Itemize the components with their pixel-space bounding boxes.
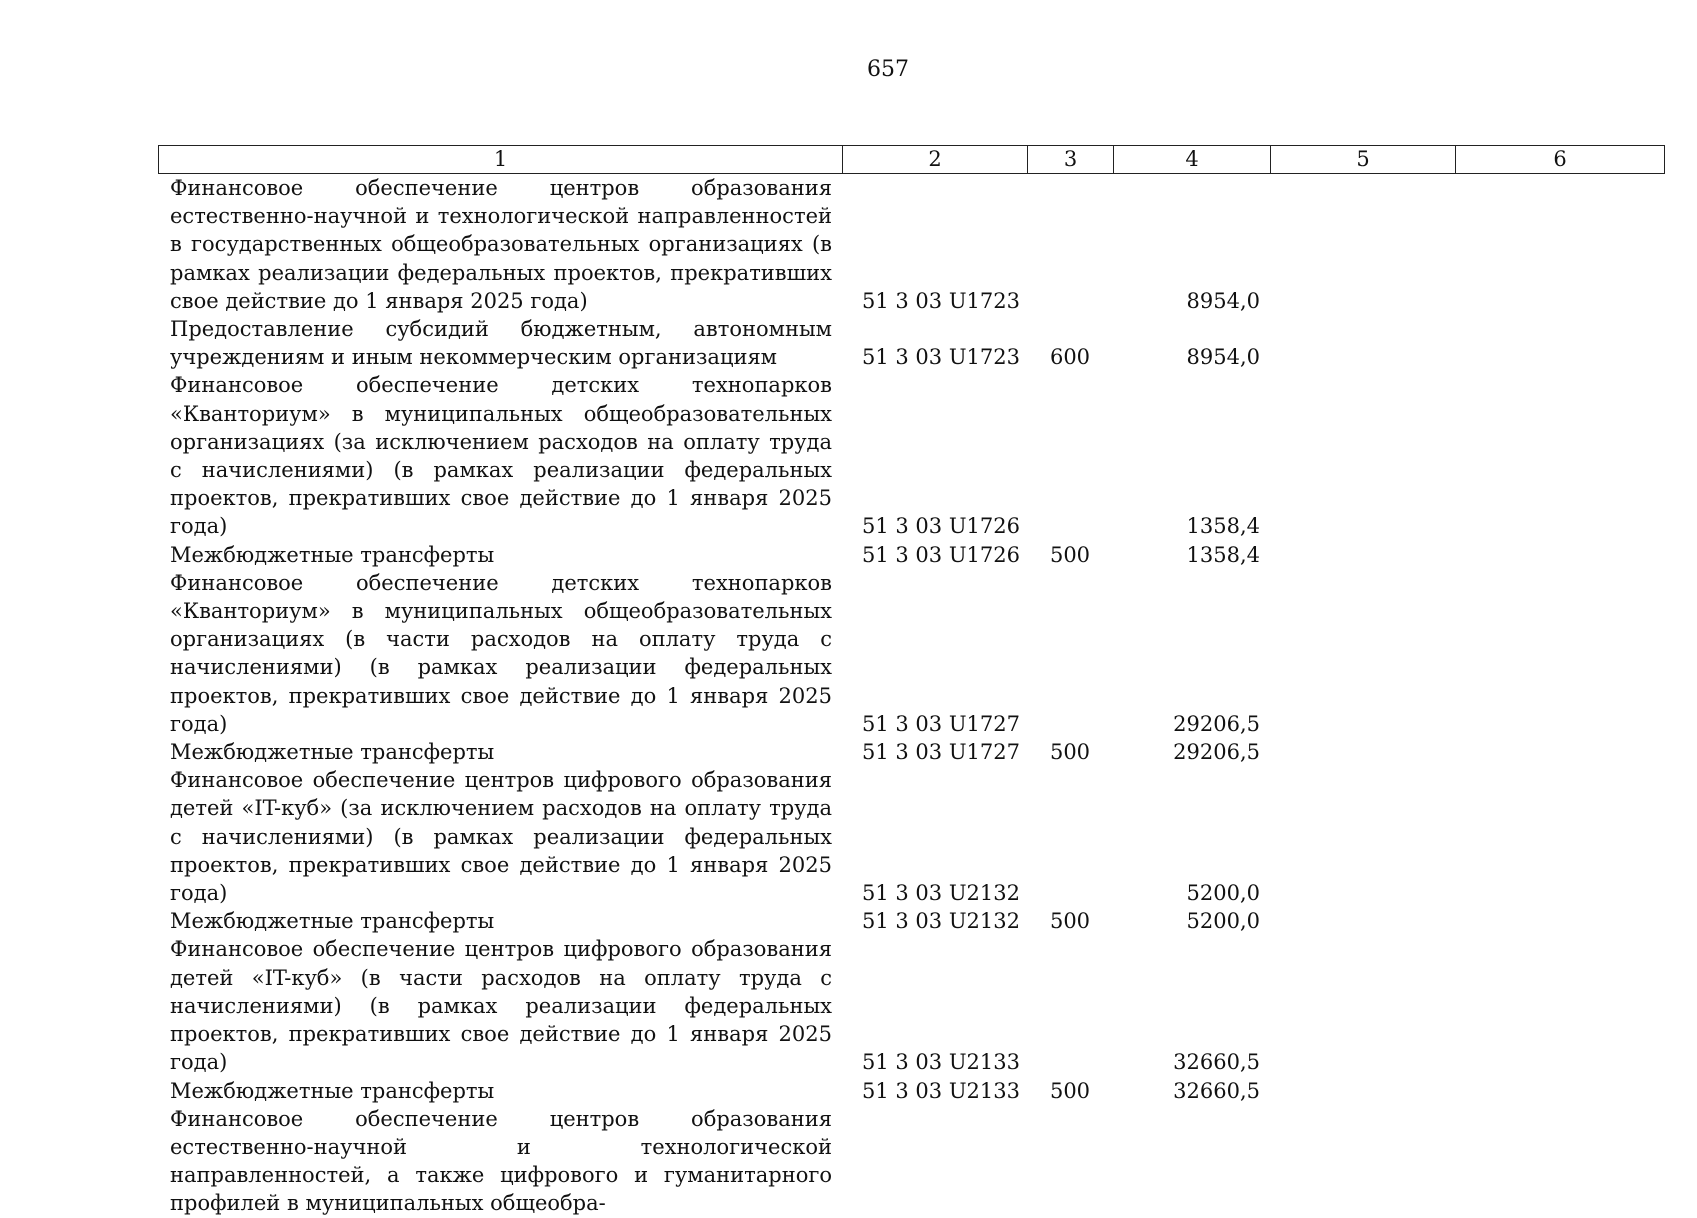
row-amount: 29206,5 xyxy=(1173,711,1260,736)
row-description: Финансовое обеспечение центров образования естественно-научной и технологической направленностей, а также цифрового и гуманитарного профилей в муниципальных общеобра- xyxy=(170,1106,832,1216)
header-col-4: 4 xyxy=(1114,146,1271,174)
row-type: 500 xyxy=(1049,1078,1091,1103)
row-description: Финансовое обеспечение детских технопарков «Кванториум» в муниципальных общеобразовательных организациях (в части расходов на оплату труда с начислениями) (в рамках реализации федеральных проектов, прекративших свое действие до 1 января 2025 года) xyxy=(170,570,832,736)
row-amount: 32660,5 xyxy=(1173,1050,1260,1075)
table-row xyxy=(158,1105,1664,1218)
row-code: 51 3 03 U2132 xyxy=(862,881,1020,906)
table-header xyxy=(158,145,1665,174)
row-code: 51 3 03 U1723 xyxy=(862,345,1020,370)
row-description: Финансовое обеспечение центров образования естественно-научной и технологической направленностей в государственных общеобразовательных организациях (в рамках реализации федеральных проектов, прекративших свое действие до 1 января 2025 года) xyxy=(170,176,832,313)
table-row xyxy=(158,371,1664,540)
row-amount: 8954,0 xyxy=(1186,345,1260,370)
row-code: 51 3 03 U1726 xyxy=(862,514,1020,539)
header-col-2: 2 xyxy=(843,146,1028,174)
row-amount: 1358,4 xyxy=(1186,542,1260,567)
table-row xyxy=(158,907,1664,935)
row-code: 51 3 03 U1726 xyxy=(862,542,1020,567)
header-col-1: 1 xyxy=(159,146,843,174)
row-amount: 8954,0 xyxy=(1186,288,1260,313)
table-row xyxy=(158,315,1664,371)
header-col-3: 3 xyxy=(1028,146,1114,174)
table-row xyxy=(158,738,1664,766)
row-amount: 1358,4 xyxy=(1186,514,1260,539)
row-description: Межбюджетные трансферты xyxy=(170,1078,495,1103)
header-col-5: 5 xyxy=(1271,146,1456,174)
row-code: 51 3 03 U2132 xyxy=(862,909,1020,934)
row-description: Межбюджетные трансферты xyxy=(170,909,495,934)
row-code: 51 3 03 U2133 xyxy=(862,1050,1020,1075)
row-description: Предоставление субсидий бюджетным, автономным учреждениям и иным некоммерческим организациям xyxy=(170,317,832,370)
table-row xyxy=(158,174,1664,315)
row-code: 51 3 03 U2133 xyxy=(862,1078,1020,1103)
row-description: Финансовое обеспечение центров цифрового образования детей «IT-куб» (в части расходов на оплату труда с начислениями) (в рамках реализации федеральных проектов, прекративших свое действие до 1 января 2025 года) xyxy=(170,937,832,1075)
table-body xyxy=(158,174,1664,1218)
row-code: 51 3 03 U1727 xyxy=(862,711,1020,736)
row-description: Межбюджетные трансферты xyxy=(170,740,495,765)
table-row xyxy=(158,935,1664,1076)
row-amount: 5200,0 xyxy=(1186,909,1260,934)
header-col-6: 6 xyxy=(1456,146,1665,174)
row-amount: 32660,5 xyxy=(1173,1078,1260,1103)
row-type: 500 xyxy=(1049,740,1091,765)
table-row xyxy=(158,1077,1664,1105)
row-amount: 5200,0 xyxy=(1186,881,1260,906)
row-type: 500 xyxy=(1049,909,1091,934)
row-type: 600 xyxy=(1049,345,1091,370)
table-row xyxy=(158,766,1664,907)
row-type: 500 xyxy=(1049,542,1091,567)
page-number: 657 xyxy=(867,57,909,82)
header-row xyxy=(159,146,1665,174)
row-amount: 29206,5 xyxy=(1173,740,1260,765)
table-row xyxy=(158,541,1664,569)
row-code: 51 3 03 U1727 xyxy=(862,740,1020,765)
row-description: Финансовое обеспечение детских технопарков «Кванториум» в муниципальных общеобразовательных организациях (за исключением расходов на оплату труда с начислениями) (в рамках реализации федеральных проектов, прекративших свое действие до 1 января 2025 года) xyxy=(170,373,832,539)
row-description: Финансовое обеспечение центров цифрового образования детей «IT-куб» (за исключением расходов на оплату труда с начислениями) (в рамках реализации федеральных проектов, прекративших свое действие до 1 января 2025 года) xyxy=(170,768,832,906)
row-code: 51 3 03 U1723 xyxy=(862,288,1020,313)
row-description: Межбюджетные трансферты xyxy=(170,542,495,567)
table-row xyxy=(158,569,1664,738)
